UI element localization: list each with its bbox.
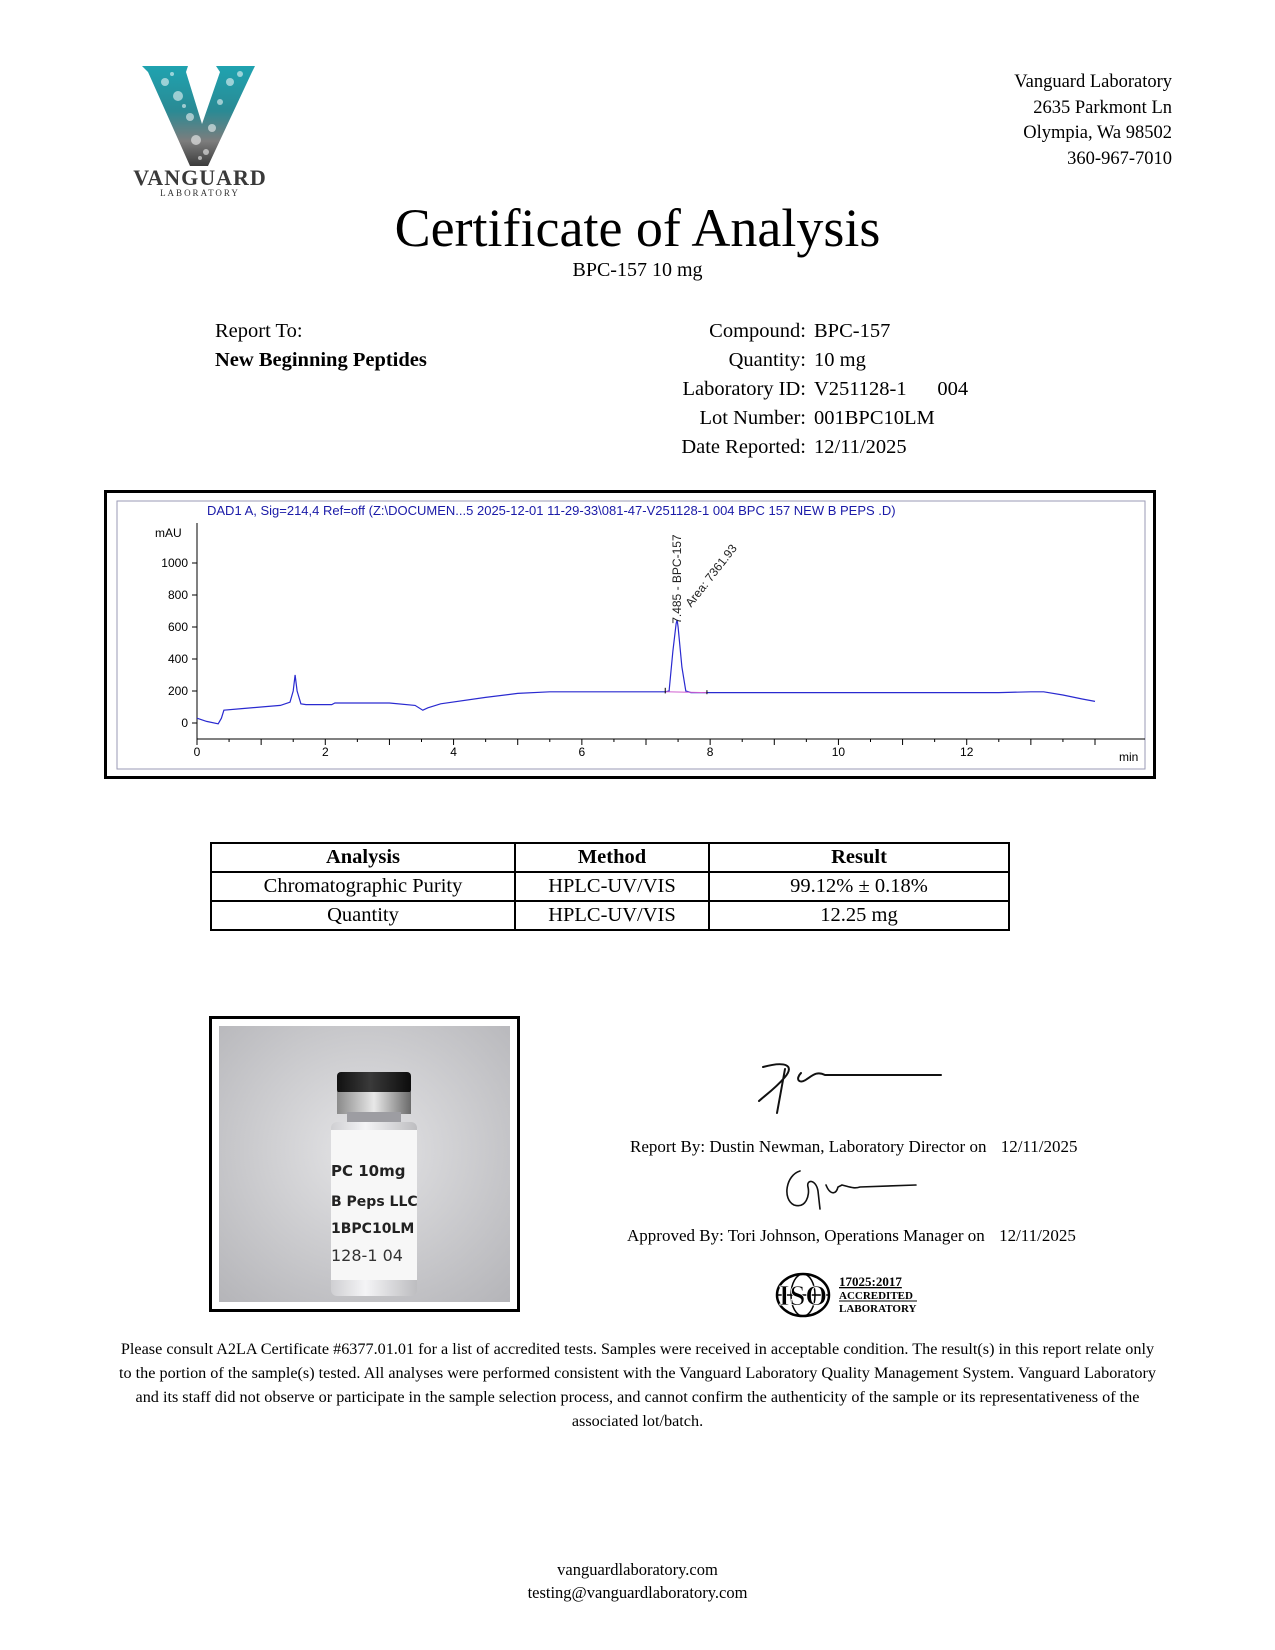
approved-by-label: Approved By: Tori Johnson, Operations Manager on	[627, 1226, 985, 1245]
vanguard-logo	[120, 62, 280, 202]
table-cell-analysis: Chromatographic Purity	[211, 872, 515, 901]
x-tick-label: 4	[450, 745, 457, 759]
x-tick-label: 12	[960, 745, 974, 759]
vanguard-v-logo-icon	[120, 62, 280, 167]
table-cell-result: 12.25 mg	[709, 901, 1009, 930]
x-tick-label: 0	[193, 745, 201, 759]
date-label: Date Reported:	[681, 436, 806, 458]
lab-id-value: V251128-1 004	[814, 378, 969, 400]
footer	[0, 1558, 1275, 1604]
report-to	[215, 317, 427, 375]
y-tick-label: 400	[167, 652, 188, 666]
info-row-compound	[640, 317, 968, 346]
approved-by-date: 12/11/2025	[999, 1226, 1076, 1245]
table-row	[211, 872, 1009, 901]
compound-label: Compound:	[709, 320, 806, 342]
chromatogram-header: DAD1 A, Sig=214,4 Ref=off (Z:\DOCUMEN...5 2025-12-01 11-29-33\081-47-V251128-1 004 BPC 157 NEW B PEPS .D)	[207, 503, 896, 518]
report-to-company: New Beginning Peptides	[215, 349, 427, 371]
results-table	[210, 842, 1010, 931]
footer-email-link[interactable]: testing@vanguardlaboratory.com	[527, 1583, 748, 1602]
peak-area-label: Area: 7361.93	[682, 541, 740, 610]
lab-phone: 360-967-7010	[1067, 148, 1172, 169]
disclaimer-text: Please consult A2LA Certificate #6377.01.01 for a list of accredited tests. Samples were received in acceptable condition. The result(s) in this report relate only to the portion of the sample(s) tested. All analyses were performed consistent with the Vanguard Laboratory Quality Management System. Vanguard Laboratory and its staff did not observe or participate in the sample selection process, and cannot confirm the authenticity of the sample or its representativeness of the associated lot/batch.	[119, 1340, 1156, 1430]
chromatogram-chart	[107, 493, 1153, 776]
chromatogram-frame	[104, 490, 1156, 779]
quantity-label: Quantity:	[728, 349, 806, 371]
table-cell-method: HPLC-UV/VIS	[515, 872, 709, 901]
compound-value: BPC-157	[814, 320, 891, 342]
info-row-lot	[640, 404, 968, 433]
vial-photo-icon	[219, 1026, 510, 1302]
report-by-label: Report By: Dustin Newman, Laboratory Director on	[630, 1137, 987, 1156]
results-header-row	[211, 843, 1009, 872]
x-tick-label: 2	[321, 745, 329, 759]
lot-label: Lot Number:	[699, 407, 806, 429]
vial-label-line: PC 10mg	[331, 1162, 406, 1180]
integration-baseline	[665, 692, 707, 693]
vial-label-line: 128-1 04	[331, 1246, 403, 1265]
y-tick-label: 1000	[161, 556, 188, 570]
x-tick-label: 8	[706, 745, 714, 759]
signature-dustin-newman	[755, 1057, 945, 1119]
info-row-quantity	[640, 346, 968, 375]
logo-wordmark: VANGUARD	[133, 165, 267, 190]
table-row	[211, 901, 1009, 930]
lab-address	[1014, 70, 1172, 172]
y-tick-label: 800	[167, 588, 188, 602]
y-tick-label: 600	[167, 620, 188, 634]
column-header-analysis: Analysis	[211, 843, 515, 872]
lab-city: Olympia, Wa 98502	[1023, 123, 1172, 143]
column-header-method: Method	[515, 843, 709, 872]
iso-text: ISO	[778, 1281, 828, 1312]
peak-label: 7.485 - BPC-157	[670, 534, 685, 624]
lab-name: Vanguard Laboratory	[1014, 72, 1172, 92]
info-row-date	[640, 433, 968, 462]
chromatogram-trace	[197, 620, 1095, 724]
report-by-date: 12/11/2025	[1000, 1137, 1078, 1156]
approved-by-line	[627, 1226, 1076, 1246]
chart-plot-border	[117, 501, 1145, 769]
sample-info	[640, 317, 968, 462]
info-row-lab-id	[640, 375, 968, 404]
quantity-value: 10 mg	[814, 349, 866, 371]
x-tick-label: 6	[578, 745, 586, 759]
iso-laboratory: LABORATORY	[839, 1303, 917, 1315]
x-axis-unit: min	[1119, 750, 1139, 764]
report-to-label: Report To:	[215, 320, 303, 342]
table-cell-method: HPLC-UV/VIS	[515, 901, 709, 930]
vial-label-line: 1BPC10LM	[331, 1221, 415, 1237]
y-tick-label: 200	[167, 684, 188, 698]
logo-subword: LABORATORY	[160, 188, 240, 198]
footer-website-link[interactable]: vanguardlaboratory.com	[557, 1560, 718, 1579]
x-tick-label: 10	[831, 745, 846, 759]
page-title: Certificate of Analysis	[394, 198, 881, 258]
lab-street: 2635 Parkmont Ln	[1033, 97, 1172, 118]
table-cell-analysis: Quantity	[211, 901, 515, 930]
page-subtitle: BPC-157 10 mg	[572, 259, 703, 281]
chart-ticks	[161, 556, 1095, 759]
date-value: 12/11/2025	[814, 436, 907, 458]
lot-value: 001BPC10LM	[814, 407, 935, 429]
column-header-result: Result	[709, 843, 1009, 872]
signature-tori-johnson	[780, 1165, 920, 1215]
iso-accredited: ACCREDITED	[839, 1290, 913, 1302]
vial-label-line: B Peps LLC	[331, 1194, 418, 1210]
y-tick-label: 0	[181, 716, 188, 730]
sample-photo-frame	[209, 1016, 520, 1312]
y-axis-unit: mAU	[155, 526, 182, 540]
iso-accreditation-badge	[775, 1270, 925, 1320]
iso-standard: 17025:2017	[839, 1274, 902, 1289]
report-by-line	[630, 1137, 1078, 1157]
chart-series	[197, 620, 1095, 724]
table-cell-result: 99.12% ± 0.18%	[709, 872, 1009, 901]
lab-id-label: Laboratory ID:	[682, 378, 806, 400]
